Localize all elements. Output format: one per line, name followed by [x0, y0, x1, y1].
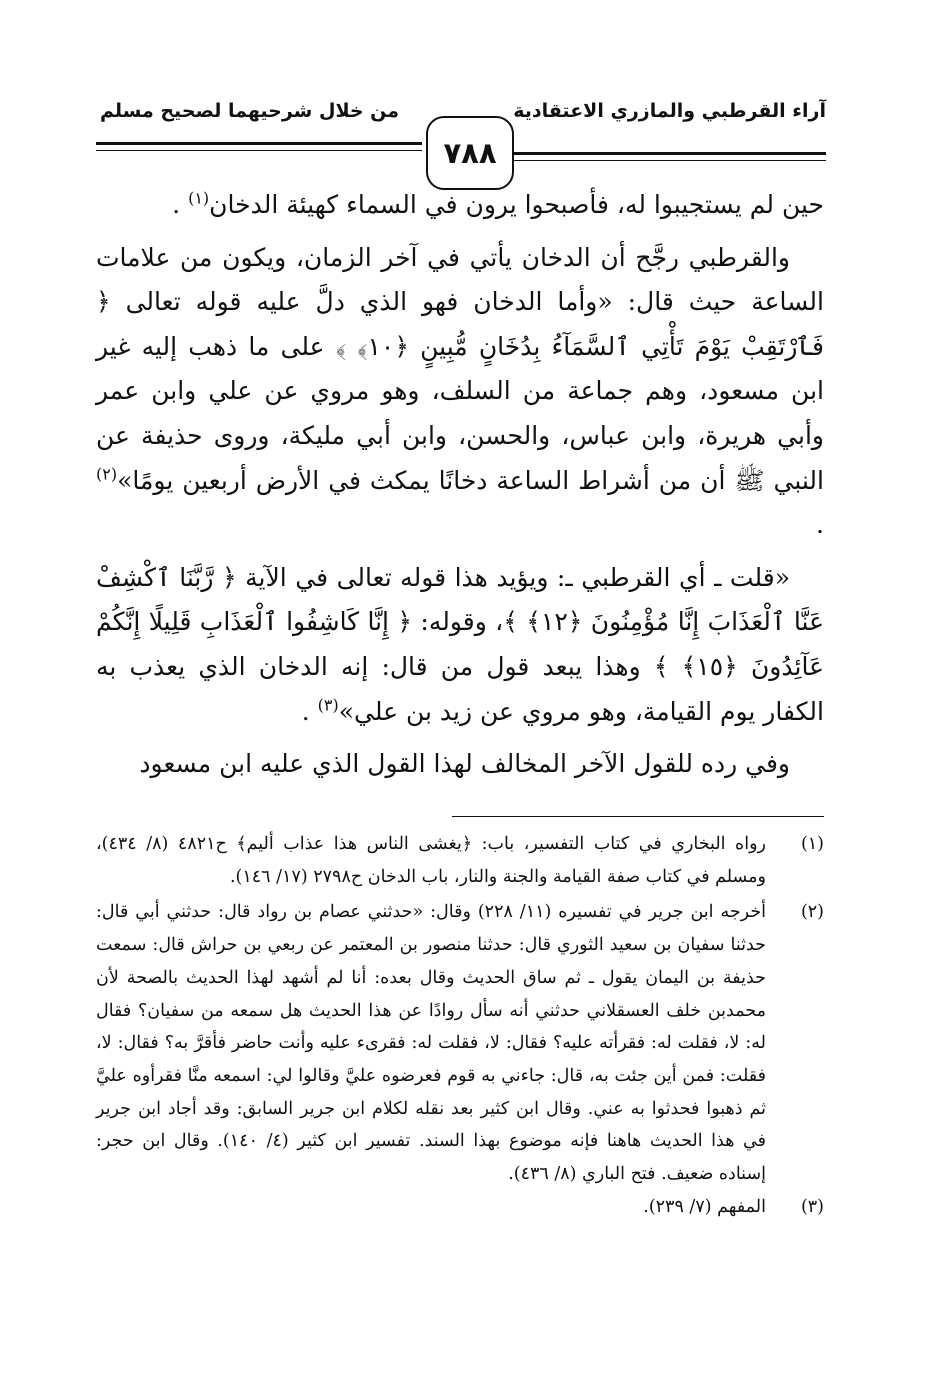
footnote-separator [452, 816, 824, 817]
page-header [96, 96, 826, 196]
header-rule-right-thin [514, 160, 826, 161]
paragraph-1: حين لم يستجيبوا له، فأصبحوا يرون في السماء كهيئة الدخان$^{(١)}$ . [172, 188, 824, 219]
header-rule-right-thick [514, 152, 826, 155]
header-rule-left-thick [96, 142, 422, 145]
paragraph-4: وفي رده للقول الآخر المخالف لهذا القول الذي عليه ابن مسعود [139, 749, 790, 779]
paragraph-3: «قلت ـ أي القرطبي ـ: ويؤيد هذا قوله تعالى في الآية ﴿ رَّبَّنَا ٱكْشِفْ عَنَّا ٱلْعَذَابَ إِنَّا مُؤْمِنُونَ ﴿١٢﴾ ﴾، وقوله: ﴿ إِنَّا كَاشِفُوا ٱلْعَذَابِ قَلِيلًا إِنَّكُمْ عَآئِدُونَ ﴿١٥﴾ ﴾ وهذا يبعد قول من قال: إنه الدخان الذي يعذب به الكفار يوم القيامة، وهو مروي عن زيد بن علي»$^{(٣)}$ . [96, 562, 825, 726]
footnote-1 [96, 828, 824, 893]
running-title-left: من خلال شرحيهما لصحيح مسلم [100, 100, 400, 122]
footnote-text: المفهم (٧/ ٢٣٩). [643, 1196, 766, 1217]
footnote-number: (٢) [800, 902, 824, 923]
paragraph-2: والقرطبي رجَّح أن الدخان يأتي في آخر الزمان، ويكون من علامات الساعة حيث قال: «وأما الدخان فهو الذي دلَّ عليه قوله تعالى ﴿ فَٱرْتَقِبْ يَوْمَ تَأْتِي ٱلسَّمَآءُ بِدُخَانٍ مُّبِينٍ ﴿١٠﴾ ﴾ على ما ذهب إليه غير ابن مسعود، وهم جماعة من السلف، وهو مروي عن علي وابن عمر وأبي هريرة، وابن عباس، والحسن، وابن أبي مليكة، وروى حذيفة عن النبي ﷺ أن من أشراط الساعة دخانًا يمكث في الأرض أربعين يومًا»$^{(٢)}$ . [96, 242, 824, 540]
footnote-text: رواه البخاري في كتاب التفسير، باب: ﴿يغشى الناس هذا عذاب أليم﴾ ح٤٨٢١ (٨/ ٤٣٤)، ومسلم في كتاب صفة القيامة والجنة والنار، باب الدخان ح٢٧٩٨ (١٧/ ١٤٦). [96, 834, 766, 887]
footnote-ref-3: (٣) [317, 695, 339, 715]
header-rule-left-thin [96, 150, 422, 151]
footnote-number: (١) [800, 834, 824, 854]
footnote-2 [96, 896, 824, 1190]
footnote-number: (٣) [800, 1196, 824, 1217]
footnotes [96, 828, 824, 1223]
main-text [96, 183, 824, 787]
page-number: ٧٨٨ [426, 116, 514, 190]
footnote-text: أخرجه ابن جرير في تفسيره (١١/ ٢٢٨) وقال: «حدثني عصام بن رواد قال: حدثني أبي قال: حدثنا سفيان بن سعيد الثوري قال: حدثنا منصور بن المعتمر عن ربعي بن حراش قال: سمعت حذيفة بن اليمان يقول ـ ثم ساق الحديث وقال بعده: أنا لم أشهد لهذا الحديث بالصحة لأن محمدبن خلف العسقلاني حدثني أنه سأل روادًا عن هذا الحديث هل سمعه من سفيان؟ فقال له: لا، فقلت له: فقرأته عليه؟ فقال: لا، فقلت له: فقرىء عليه وأنت حاضر فأقرَّ به؟ فقال: لا، فقلت: فمن أين جئت به، قال: جاءني به قوم فعرضوه عليَّ وقالوا لي: اسمعه منَّا فقرأوه عليَّ ثم ذهبوا فحدثوا به عني. وقال ابن كثير بعد نقله لكلام ابن جرير السابق: وقد أجاد ابن جرير في هذا الحديث هاهنا فإنه موضوع بهذا السند. تفسير ابن كثير (٤/ ١٤٠). وقال ابن حجر: إسناده ضعيف. فتح الباري (٨/ ٤٣٦). [96, 902, 767, 1185]
footnote-ref-1: (١) [188, 188, 210, 208]
footnote-3 [96, 1191, 824, 1224]
running-title-right: آراء القرطبي والمازري الاعتقادية [513, 100, 826, 122]
footnote-ref-2: (٢) [96, 464, 118, 484]
